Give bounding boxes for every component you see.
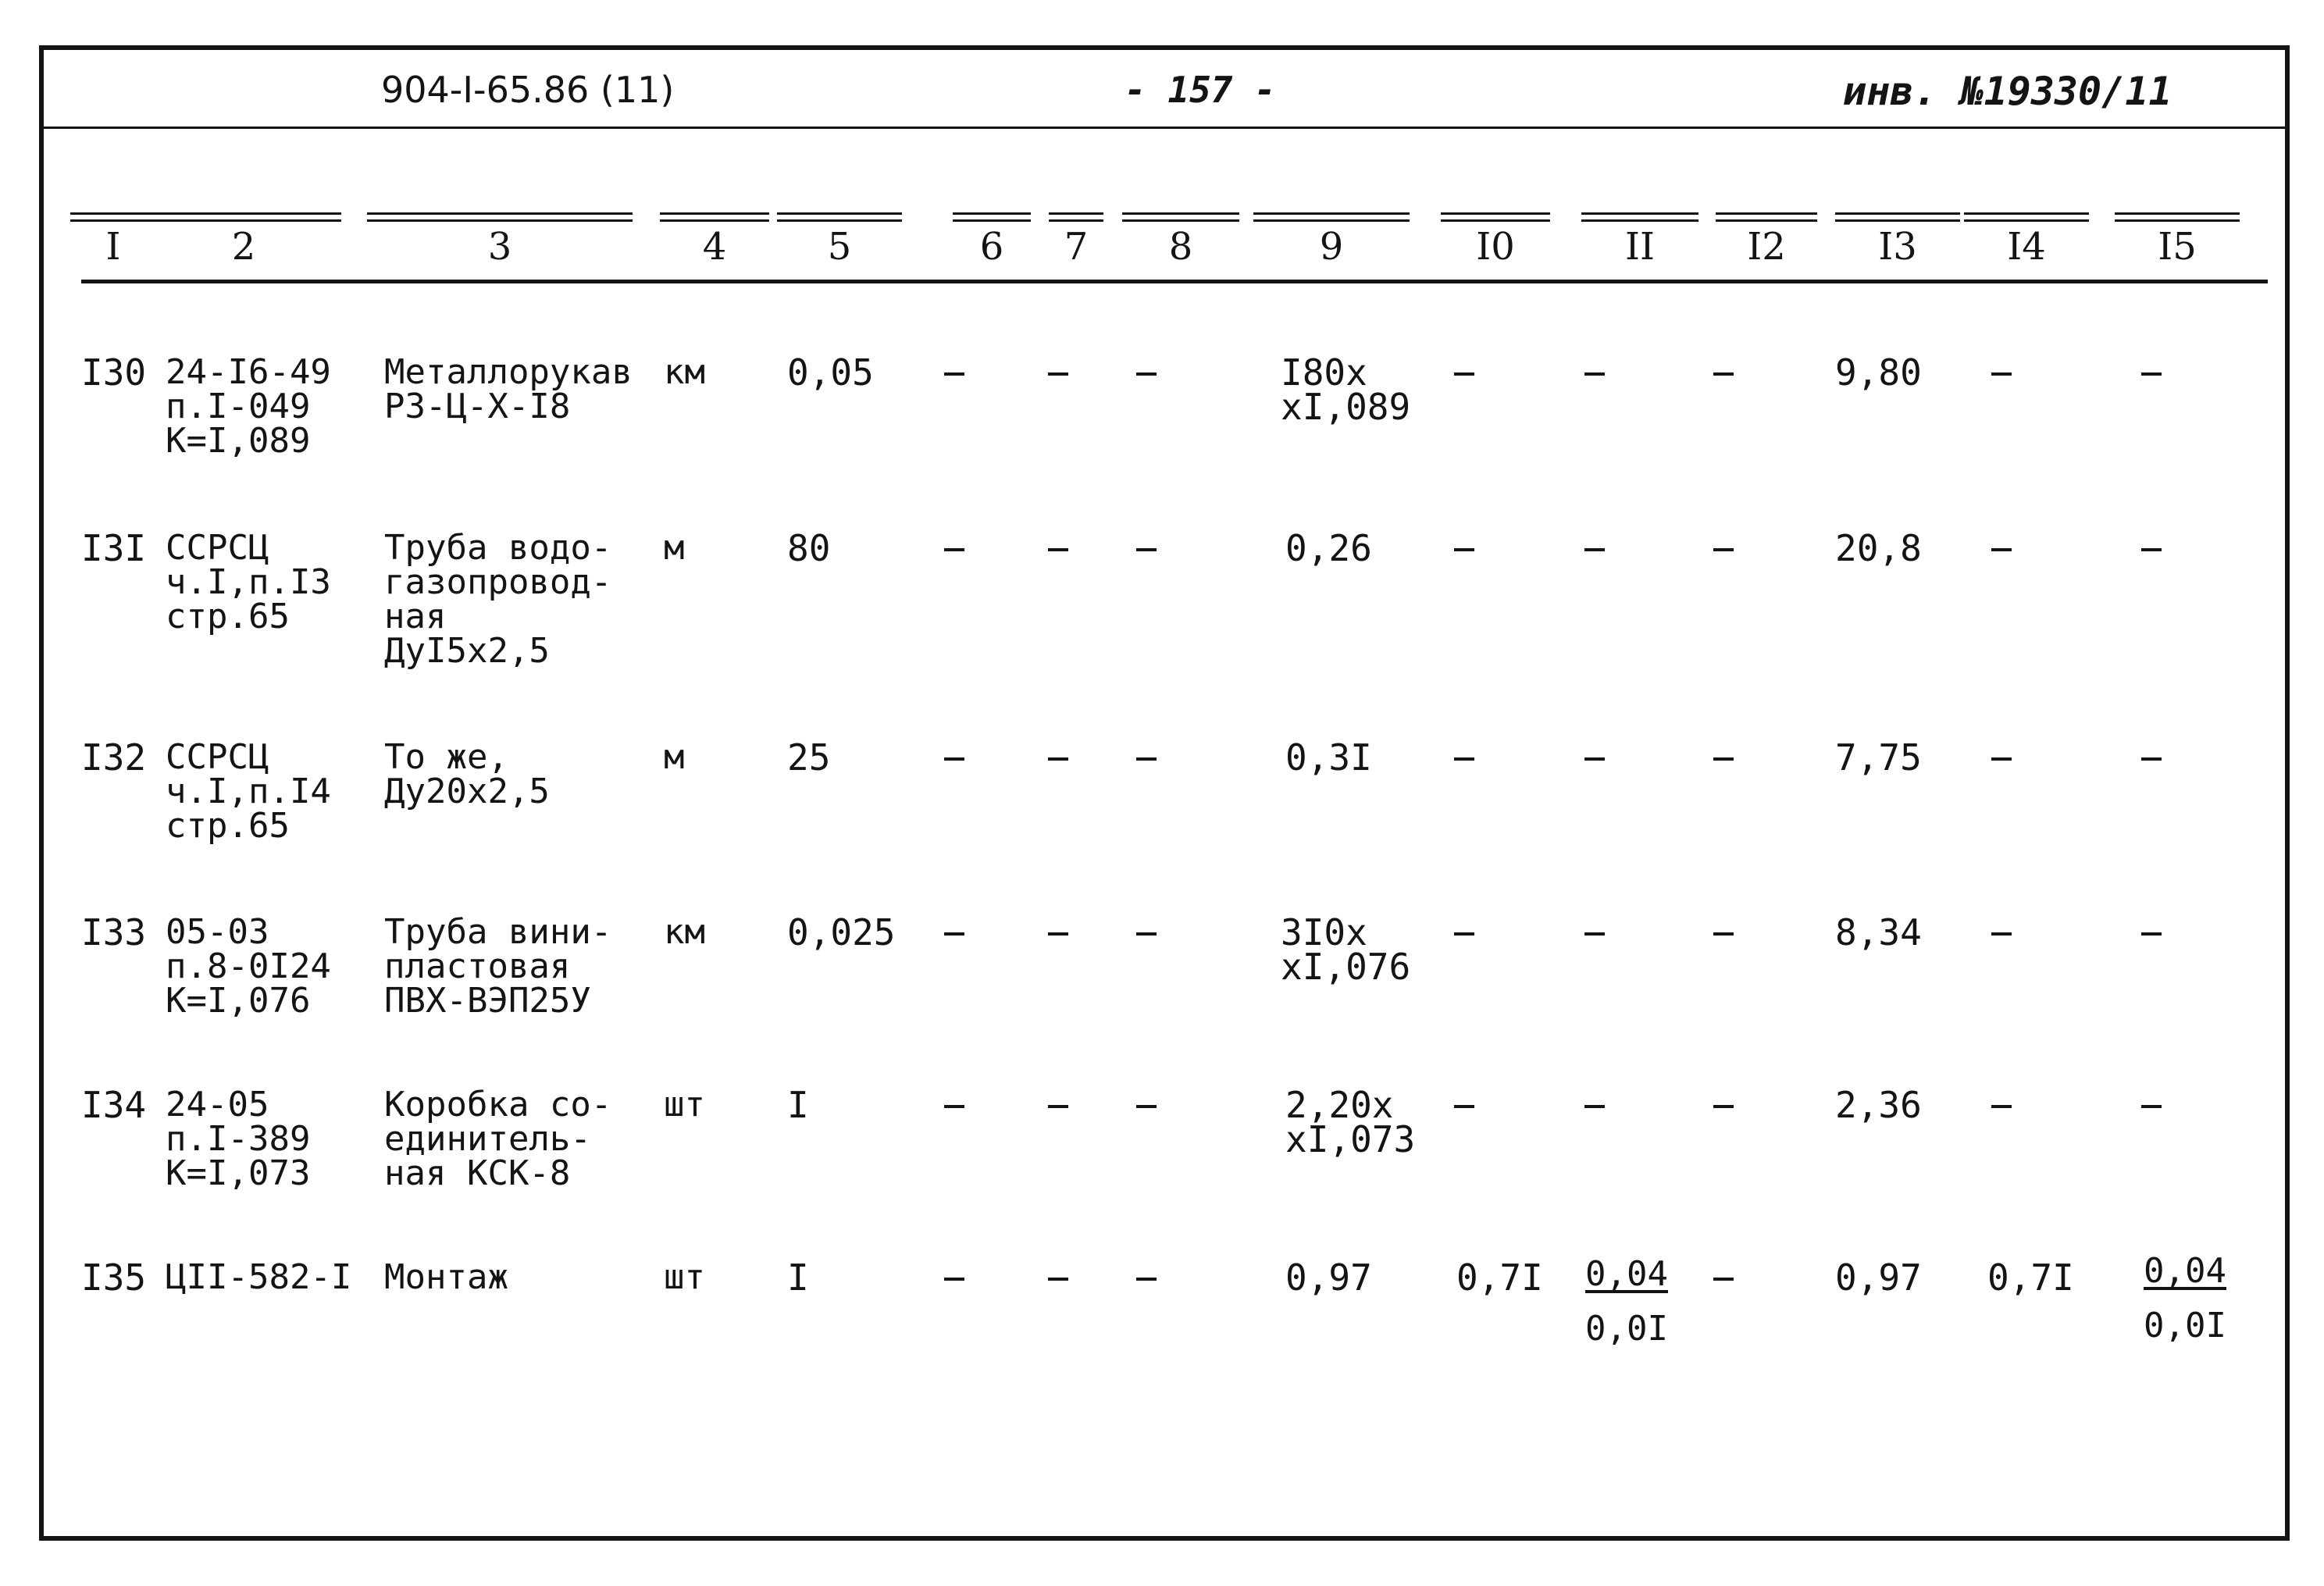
column-number: I2 — [1747, 225, 1786, 269]
row-number: I33 — [81, 911, 147, 953]
item-name: Коробка со- единитель- ная КСК-8 — [384, 1085, 612, 1193]
row-number: I3I — [81, 527, 147, 569]
empty-cell-dash — [2141, 548, 2162, 551]
inventory-number: инв. №19330/11 — [1843, 69, 2173, 114]
column-dash — [1581, 212, 1698, 222]
empty-cell-dash — [1713, 548, 1734, 551]
empty-cell-dash — [1584, 932, 1605, 936]
column-dash — [367, 212, 633, 222]
unit-cost: 0,26 — [1285, 527, 1372, 569]
col-11-fraction-numerator: 0,04 — [1585, 1254, 1668, 1294]
column-number: 5 — [827, 225, 852, 269]
rate-code: ССРСЦ ч.I,п.I3 стр.65 — [166, 528, 331, 636]
empty-cell-dash — [944, 757, 964, 761]
column-number: I — [105, 225, 121, 269]
empty-cell-dash — [1991, 932, 2012, 936]
item-name: Труба вини- пластовая ПВХ-ВЭП25У — [384, 912, 612, 1021]
empty-cell-dash — [1991, 1105, 2012, 1108]
document-code: 904-I-65.86 (11) — [381, 69, 675, 111]
unit: м — [664, 737, 685, 777]
unit-cost: 0,3I — [1285, 736, 1372, 779]
unit-cost: 2,20х хI,073 — [1285, 1084, 1416, 1160]
header-divider — [44, 127, 2285, 129]
total-cost: 7,75 — [1835, 736, 1922, 779]
empty-cell-dash — [1584, 757, 1605, 761]
quantity: I — [787, 1256, 809, 1299]
unit: шт — [664, 1257, 705, 1297]
column-dash — [1049, 212, 1103, 222]
quantity: 0,025 — [787, 911, 896, 953]
empty-cell-dash — [1136, 372, 1157, 376]
empty-cell-dash — [1454, 1105, 1474, 1108]
empty-cell-dash — [2141, 932, 2162, 936]
page-number: - 157 - — [1125, 69, 1276, 111]
row-number: I30 — [81, 351, 147, 394]
empty-cell-dash — [1048, 932, 1068, 936]
column-dash — [660, 212, 769, 222]
empty-cell-dash — [2141, 1105, 2162, 1108]
total-cost: 2,36 — [1835, 1084, 1922, 1126]
total-cost: 20,8 — [1835, 527, 1922, 569]
column-dash — [1441, 212, 1550, 222]
empty-cell-dash — [1713, 372, 1734, 376]
empty-cell-dash — [1584, 1105, 1605, 1108]
rate-code: 24-I6-49 п.I-049 К=I,089 — [166, 352, 331, 461]
total-cost: 9,80 — [1835, 351, 1922, 394]
row-number: I35 — [81, 1256, 147, 1299]
rate-code: 24-05 п.I-389 К=I,073 — [166, 1085, 311, 1193]
empty-cell-dash — [944, 372, 964, 376]
column-number: 2 — [231, 225, 256, 269]
item-name: То же, Ду20х2,5 — [384, 737, 550, 811]
rate-code: 05-03 п.8-0I24 К=I,076 — [166, 912, 331, 1021]
column-number: I5 — [2158, 225, 2197, 269]
empty-cell-dash — [1991, 757, 2012, 761]
column-dash — [953, 212, 1031, 222]
column-number: 3 — [487, 225, 512, 269]
row-number: I34 — [81, 1084, 147, 1126]
column-number: I3 — [1878, 225, 1917, 269]
col-10-value: 0,7I — [1456, 1256, 1543, 1299]
col-11-fraction-denominator: 0,0I — [1585, 1309, 1668, 1349]
column-dash — [1716, 212, 1817, 222]
quantity: I — [787, 1084, 809, 1126]
total-cost: 0,97 — [1835, 1256, 1922, 1299]
column-header-rule — [81, 280, 2268, 283]
column-dash — [146, 212, 341, 222]
rate-code: ЦII-582-I — [166, 1257, 352, 1297]
column-number: I4 — [2007, 225, 2046, 269]
column-dash — [2115, 212, 2240, 222]
col-15-fraction-numerator: 0,04 — [2144, 1251, 2226, 1291]
item-name: Металлорукав РЗ-Ц-Х-I8 — [384, 352, 633, 426]
empty-cell-dash — [1048, 1278, 1068, 1281]
empty-cell-dash — [1136, 932, 1157, 936]
column-number: 6 — [979, 225, 1004, 269]
col-15-fraction-denominator: 0,0I — [2144, 1306, 2226, 1345]
column-number: 7 — [1064, 225, 1089, 269]
item-name: Монтаж — [384, 1257, 508, 1297]
column-number: 9 — [1319, 225, 1344, 269]
col-15-fraction — [2144, 1251, 2226, 1345]
column-dash — [1253, 212, 1410, 222]
empty-cell-dash — [1454, 757, 1474, 761]
empty-cell-dash — [2141, 372, 2162, 376]
unit: м — [664, 528, 685, 568]
column-number: 8 — [1168, 225, 1193, 269]
total-cost: 8,34 — [1835, 911, 1922, 953]
quantity: 25 — [787, 736, 831, 779]
empty-cell-dash — [944, 548, 964, 551]
empty-cell-dash — [1136, 1105, 1157, 1108]
empty-cell-dash — [1454, 548, 1474, 551]
column-dash — [70, 212, 156, 222]
unit: км — [664, 912, 705, 952]
empty-cell-dash — [944, 1278, 964, 1281]
empty-cell-dash — [944, 1105, 964, 1108]
rate-code: ССРСЦ ч.I,п.I4 стр.65 — [166, 737, 331, 846]
item-name: Труба водо- газопровод- ная ДуI5х2,5 — [384, 528, 612, 671]
empty-cell-dash — [1991, 548, 2012, 551]
unit: шт — [664, 1085, 705, 1124]
col-14-value: 0,7I — [1987, 1256, 2074, 1299]
empty-cell-dash — [1584, 372, 1605, 376]
quantity: 80 — [787, 527, 831, 569]
column-dash — [1835, 212, 1960, 222]
empty-cell-dash — [1713, 1105, 1734, 1108]
empty-cell-dash — [944, 932, 964, 936]
empty-cell-dash — [1048, 548, 1068, 551]
empty-cell-dash — [1048, 1105, 1068, 1108]
empty-cell-dash — [1048, 372, 1068, 376]
column-number: II — [1625, 225, 1655, 269]
row-number: I32 — [81, 736, 147, 779]
empty-cell-dash — [2141, 757, 2162, 761]
empty-cell-dash — [1713, 932, 1734, 936]
page-frame — [39, 45, 2290, 1541]
unit: км — [664, 352, 705, 392]
empty-cell-dash — [1136, 757, 1157, 761]
empty-cell-dash — [1713, 1278, 1734, 1281]
empty-cell-dash — [1454, 372, 1474, 376]
column-dash — [1122, 212, 1239, 222]
empty-cell-dash — [1136, 1278, 1157, 1281]
empty-cell-dash — [1048, 757, 1068, 761]
column-dash — [1964, 212, 2089, 222]
empty-cell-dash — [1584, 548, 1605, 551]
column-number: 4 — [702, 225, 727, 269]
unit-cost: I80х хI,089 — [1281, 351, 1411, 428]
col-11-fraction — [1585, 1254, 1668, 1349]
empty-cell-dash — [1991, 372, 2012, 376]
empty-cell-dash — [1713, 757, 1734, 761]
column-number: I0 — [1476, 225, 1515, 269]
column-dash — [777, 212, 902, 222]
empty-cell-dash — [1454, 932, 1474, 936]
unit-cost: 3I0х хI,076 — [1281, 911, 1411, 988]
unit-cost: 0,97 — [1285, 1256, 1372, 1299]
empty-cell-dash — [1136, 548, 1157, 551]
quantity: 0,05 — [787, 351, 874, 394]
